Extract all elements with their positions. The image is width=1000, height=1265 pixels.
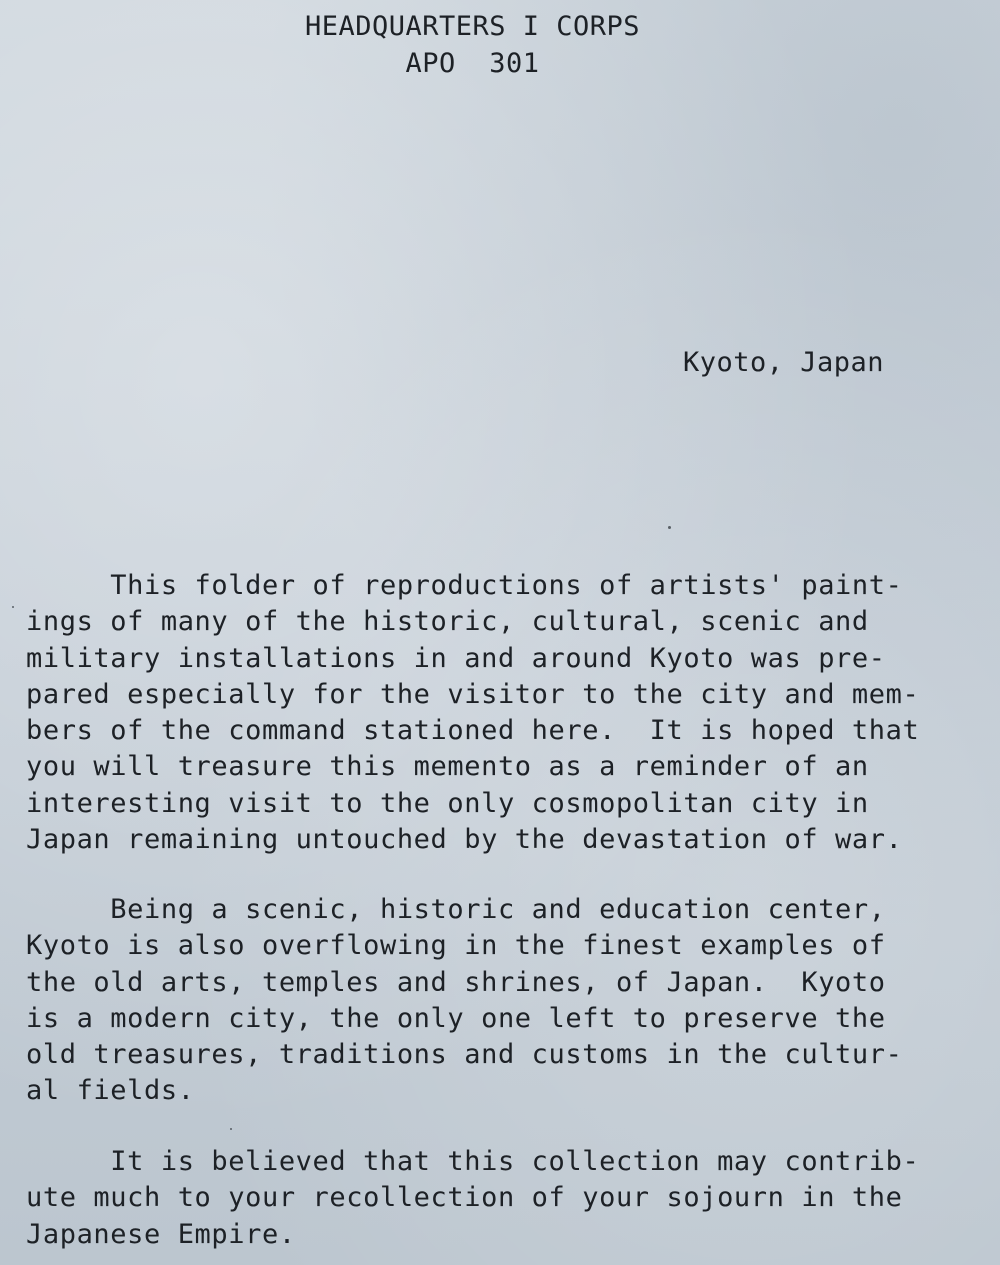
place-line: Kyoto, Japan	[683, 347, 885, 378]
paper-speck	[12, 606, 14, 608]
text-line: It is believed that this collection may contrib-	[26, 1146, 920, 1177]
text-line: Being a scenic, historic and education center,	[26, 894, 886, 925]
paragraph-3	[26, 1144, 986, 1253]
text-line: ute much to your recollection of your sojourn in the	[26, 1182, 903, 1214]
text-line: bers of the command stationed here. It is hoped that	[26, 715, 920, 747]
text-line: pared especially for the visitor to the city and mem-	[26, 678, 920, 710]
text-line: al fields.	[26, 1075, 195, 1107]
letterhead	[0, 8, 945, 82]
text-line: military installations in and around Kyoto was pre-	[26, 642, 886, 674]
text-line: ings of many of the historic, cultural, scenic and	[26, 606, 869, 638]
text-line: Japan remaining untouched by the devastation of war.	[26, 824, 903, 856]
text-line: the old arts, temples and shrines, of Japan. Kyoto	[26, 966, 886, 998]
text-line: old treasures, traditions and customs in the cultur-	[26, 1039, 903, 1071]
text-line: you will treasure this memento as a reminder of an	[26, 751, 869, 783]
text-line: Kyoto is also overflowing in the finest examples of	[26, 930, 886, 962]
letterhead-apo: APO 301	[405, 48, 540, 79]
paragraph-2	[26, 892, 986, 1110]
text-line: interesting visit to the only cosmopolitan city in	[26, 787, 869, 819]
letterhead-title: HEADQUARTERS I CORPS	[304, 11, 641, 42]
text-line: is a modern city, the only one left to preserve the	[26, 1002, 886, 1034]
paper-speck	[668, 526, 671, 529]
paper-speck	[230, 1128, 232, 1130]
text-line: This folder of reproductions of artists' paint-	[26, 570, 903, 601]
paragraph-1	[26, 568, 986, 858]
text-line: Japanese Empire.	[26, 1218, 296, 1250]
